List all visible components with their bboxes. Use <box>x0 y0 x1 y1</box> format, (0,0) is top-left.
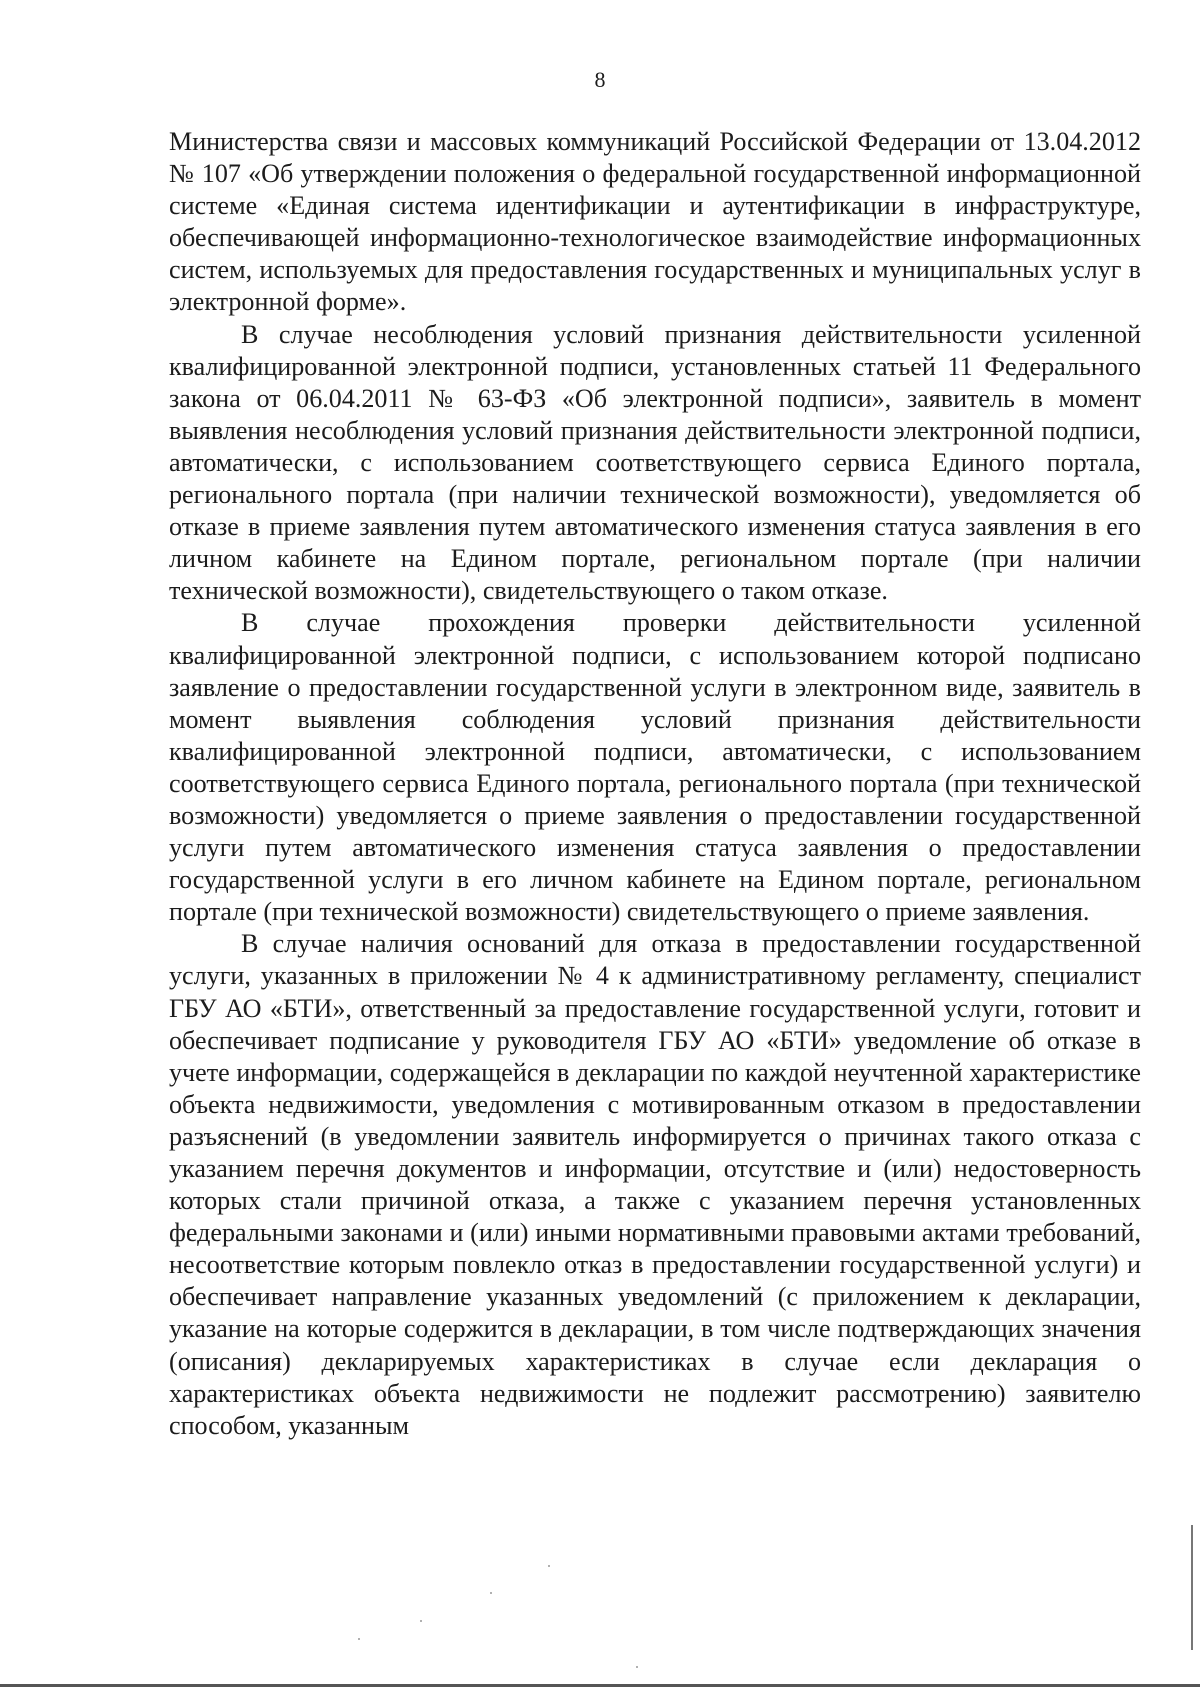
paragraph-signature-invalid: В случае несоблюдения условий признания действительности усиленной квалифицированной электронной подписи, установленных статьей 11 Федерального закона от 06.04.2011 № 63-ФЗ «Об электронной подписи», заявитель в момент выявления несоблюдения условий признания действительности электронной подписи, автоматически, с использованием соответствующего сервиса Единого портала, регионального портала (при наличии технической возможности), уведомляется об отказе в приеме заявления путем автоматического изменения статуса заявления в его личном кабинете на Едином портале, региональном портале (при наличии технической возможности), свидетельствующего о таком отказе. <box>169 319 1141 606</box>
paragraph-refusal-grounds: В случае наличия оснований для отказа в предоставлении государственной услуги, указанных в приложении № 4 к административному регламенту, специалист ГБУ АО «БТИ», ответственный за предоставление государственной услуги, готовит и обеспечивает подписание у руководителя ГБУ АО «БТИ» уведомление об отказе в учете информации, содержащейся в декларации по каждой неучтенной характеристике объекта недвижимости, уведомления с мотивированным отказом в предоставлении разъяснений (в уведомлении заявитель информируется о причинах такого отказа с указанием перечня документов и информации, отсутствие и (или) недостоверность которых стали причиной отказа, а также с указанием перечня установленных федеральными законами и (или) иными нормативными правовыми актами требований, несоответствие которым повлекло отказ в предоставлении государственной услуги) и обеспечивает направление указанных уведомлений (с приложением к декларации, указание на которые содержится в декларации, в том числе подтверждающих значения (описания) декларируемых характеристиках в случае если декларация о характеристиках объекта недвижимости не подлежит рассмотрению) заявителю способом, указанным <box>169 929 1141 1440</box>
scan-speck <box>548 1565 550 1567</box>
scan-speck <box>490 1592 492 1594</box>
paragraph-continuation: Министерства связи и массовых коммуникаций Российской Федерации от 13.04.2012 № 107 «Об утверждении положения о федеральной государственной информационной системе «Единая система идентификации и аутентификации в инфраструктуре, обеспечивающей информационно-технологическое взаимодействие информационных систем, используемых для предоставления государственных и муниципальных услуг в электронной форме». <box>169 127 1141 317</box>
paragraph-signature-valid: В случае прохождения проверки действительности усиленной квалифицированной электронной подписи, с использованием которой подписано заявление о предоставлении государственной услуги в электронном виде, заявитель в момент выявления соблюдения условий признания действительности квалифицированной электронной подписи, автоматически, с использованием соответствующего сервиса Единого портала, регионального портала (при технической возможности) уведомляется о приеме заявления о предоставлении государственной услуги путем автоматического изменения статуса заявления о предоставлении государственной услуги в его личном кабинете на Едином портале, региональном портале (при технической возможности) свидетельствующего о приеме заявления. <box>169 608 1141 927</box>
scan-speck <box>636 1666 638 1668</box>
scan-speck <box>358 1638 360 1640</box>
page-number: 8 <box>594 67 606 92</box>
scan-bottom-edge <box>0 1684 1200 1687</box>
document-body <box>169 126 1141 1442</box>
scan-speck <box>420 1620 422 1622</box>
scan-edge-mark <box>1191 1525 1193 1650</box>
